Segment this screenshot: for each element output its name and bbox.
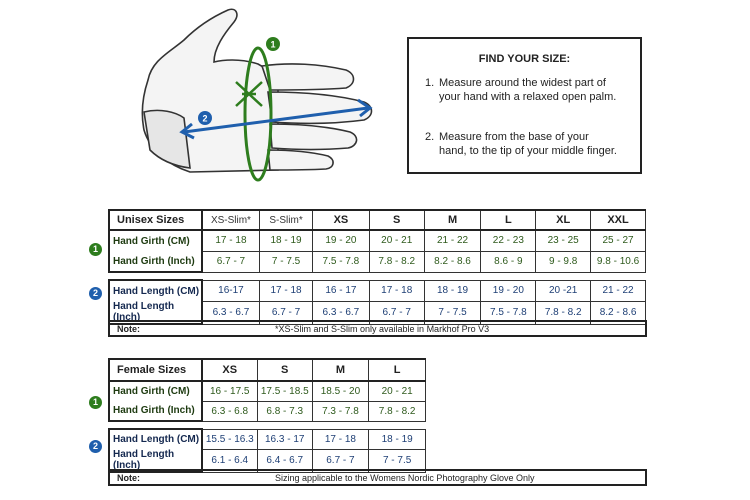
table-cell: 7.5 - 7.8 (481, 301, 536, 324)
table-cell: 16 - 17.5 (202, 381, 258, 401)
table-cell: 16 - 17 (313, 280, 370, 301)
female-header: L (369, 359, 426, 381)
table-cell: 18.5 - 20 (312, 381, 369, 401)
row-label: Hand Length (Inch) (109, 449, 202, 472)
table-cell: 25 - 27 (591, 230, 646, 251)
table-cell: 18 - 19 (424, 280, 481, 301)
table-cell: 17 - 18 (260, 280, 313, 301)
table-cell: 21 - 22 (591, 280, 646, 301)
row-label: Hand Girth (CM) (109, 381, 202, 401)
table-cell: 17 - 18 (202, 230, 260, 251)
glove-icon (142, 9, 371, 172)
table-cell: 7 - 7.5 (260, 251, 313, 272)
row-label: Hand Girth (Inch) (109, 401, 202, 421)
table-cell: 7 - 7.5 (369, 449, 426, 472)
table-cell: 6.4 - 6.7 (257, 449, 312, 472)
table-cell: 20 - 21 (369, 230, 424, 251)
unisex-header: XS (313, 210, 370, 230)
unisex-note (108, 320, 647, 337)
female-header: M (312, 359, 369, 381)
table-cell: 8.2 - 8.6 (591, 301, 646, 324)
row-label: Hand Girth (CM) (109, 230, 202, 251)
table-cell: 9.8 - 10.6 (591, 251, 646, 272)
table-cell: 7.8 - 8.2 (369, 401, 426, 421)
table-cell: 7.8 - 8.2 (536, 301, 591, 324)
row-label: Hand Girth (Inch) (109, 251, 202, 272)
table-cell: 18 - 19 (260, 230, 313, 251)
find-your-size-box (407, 37, 642, 174)
table-cell: 17 - 18 (312, 429, 369, 449)
row-label: Hand Length (CM) (109, 429, 202, 449)
unisex-header: S (369, 210, 424, 230)
find-size-step-1 (425, 76, 619, 104)
unisex-title: Unisex Sizes (109, 210, 202, 230)
table-cell: 7.8 - 8.2 (369, 251, 424, 272)
table-cell: 23 - 25 (536, 230, 591, 251)
table-cell: 8.6 - 9 (481, 251, 536, 272)
table-row (109, 280, 646, 301)
table-cell: 6.7 - 7 (312, 449, 369, 472)
table-cell: 20 -21 (536, 280, 591, 301)
table-cell: 7.3 - 7.8 (312, 401, 369, 421)
table-cell: 6.3 - 6.8 (202, 401, 258, 421)
table-cell: 9 - 9.8 (536, 251, 591, 272)
unisex-header: XXL (591, 210, 646, 230)
note-label: Note: (117, 324, 140, 334)
step-1-number: 1. (425, 77, 435, 89)
table-cell: 17.5 - 18.5 (257, 381, 312, 401)
find-size-title: FIND YOUR SIZE: (478, 53, 571, 65)
table-cell: 7.5 - 7.8 (313, 251, 370, 272)
female-header: XS (202, 359, 258, 381)
table-cell: 16.3 - 17 (257, 429, 312, 449)
table-cell: 6.8 - 7.3 (257, 401, 312, 421)
find-size-step-2 (425, 130, 619, 158)
step-1-text: Measure around the widest part of your hand with a relaxed open palm. (439, 77, 617, 103)
girth-marker-icon: 1 (89, 396, 102, 409)
step-2-text: Measure from the base of your hand, to the tip of your middle finger. (439, 131, 617, 157)
table-cell: 6.3 - 6.7 (313, 301, 370, 324)
table-row (109, 429, 426, 449)
note-text: Sizing applicable to the Womens Nordic Photography Glove Only (275, 473, 535, 483)
table-row (109, 251, 646, 272)
note-text: *XS-Slim and S-Slim only available in Markhof Pro V3 (275, 324, 490, 334)
unisex-header: XL (536, 210, 591, 230)
row-label: Hand Length (CM) (109, 280, 202, 301)
length-marker-icon: 2 (89, 440, 102, 453)
table-cell: 6.1 - 6.4 (202, 449, 258, 472)
table-cell: 6.7 - 7 (369, 301, 424, 324)
female-title: Female Sizes (109, 359, 202, 381)
unisex-size-table (108, 209, 646, 325)
table-cell: 15.5 - 16.3 (202, 429, 258, 449)
row-label: Hand Length (Inch) (109, 301, 202, 324)
note-label: Note: (117, 473, 140, 483)
table-cell: 20 - 21 (369, 381, 426, 401)
female-size-table (108, 358, 426, 473)
table-cell: 19 - 20 (313, 230, 370, 251)
table-cell: 21 - 22 (424, 230, 481, 251)
table-cell: 17 - 18 (369, 280, 424, 301)
step-2-number: 2. (425, 131, 435, 143)
table-cell: 6.3 - 6.7 (202, 301, 260, 324)
table-cell: 6.7 - 7 (202, 251, 260, 272)
unisex-header: XS-Slim* (202, 210, 260, 230)
marker-1-on-illustration: 1 (270, 39, 276, 50)
female-header: S (257, 359, 312, 381)
female-note (108, 469, 647, 486)
unisex-header: S-Slim* (260, 210, 313, 230)
table-row (109, 401, 426, 421)
length-marker-icon: 2 (89, 287, 102, 300)
table-cell: 7 - 7.5 (424, 301, 481, 324)
girth-marker-icon: 1 (89, 243, 102, 256)
marker-2-on-illustration: 2 (202, 113, 208, 124)
table-row (109, 381, 426, 401)
table-cell: 16-17 (202, 280, 260, 301)
table-cell: 8.2 - 8.6 (424, 251, 481, 272)
unisex-header: M (424, 210, 481, 230)
table-cell: 22 - 23 (481, 230, 536, 251)
table-cell: 6.7 - 7 (260, 301, 313, 324)
table-cell: 19 - 20 (481, 280, 536, 301)
glove-measurement-illustration (125, 5, 385, 190)
table-row (109, 230, 646, 251)
unisex-header: L (481, 210, 536, 230)
table-cell: 18 - 19 (369, 429, 426, 449)
